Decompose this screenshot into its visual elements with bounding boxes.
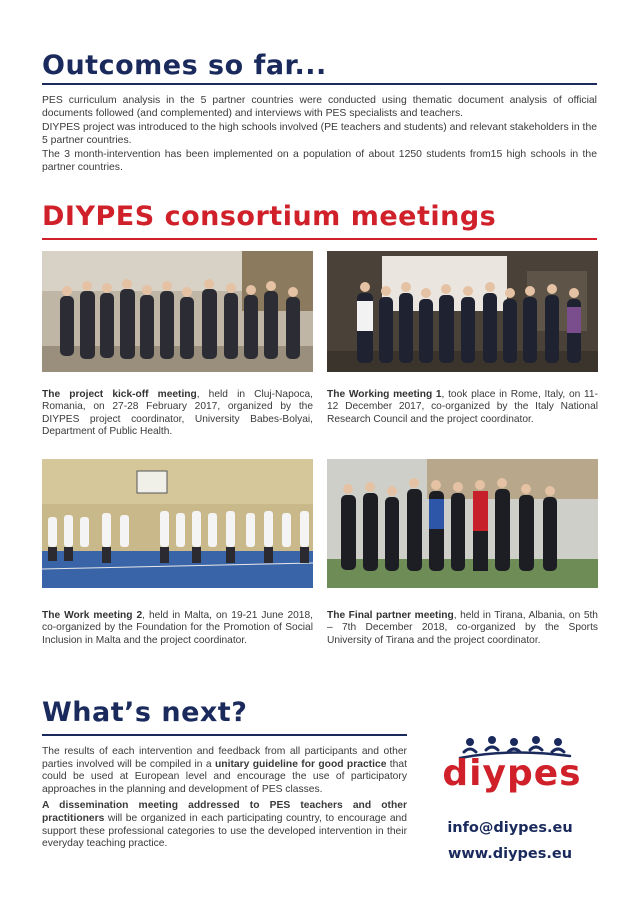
whats-next-rule [42,734,407,736]
kickoff-meeting-caption-text: , held in Cluj-Napoca, Romania, on 27-28 February 2017, organized by the DIYPES project coordinator, University Babes-Bolyai, Department of Public Health. [42,389,313,438]
working-meeting-1-caption-text: , took place in Rome, Italy, on 11-12 December 2017, co-organized by the Italy National Research Council and the project coordinator. [327,389,598,425]
kickoff-meeting-caption-bold: The project kick-off meeting [42,389,197,400]
meetings-rule [42,238,597,240]
contact-email[interactable]: info@diypes.eu [447,820,573,836]
whats-next-paragraph-2 [42,800,407,850]
kickoff-meeting-caption [42,389,313,439]
next-p1-pre: The results of each intervention and feedback from all participants and other parties involved will be compiled in a [42,746,407,770]
next-p2-bold: A dissemination meeting addressed to PES teachers and other practitioners [42,800,407,824]
next-p1-bold: unitary guideline for good practice [215,758,387,770]
outcomes-paragraph-2: DIYPES project was introduced to the high schools involved (PE teachers and students) and relevant stakeholders in the 5 partner countries. [42,122,597,146]
whats-next-text [42,746,407,853]
final-meeting-photo [327,459,598,588]
outcomes-rule [42,83,597,85]
whats-next-paragraph-1 [42,746,407,796]
final-meeting-caption-bold: The Final partner meeting [327,610,454,621]
working-meeting-1-caption-bold: The Working meeting 1 [327,389,442,400]
work-meeting-2-caption-bold: The Work meeting 2 [42,610,143,621]
work-meeting-2-caption [42,610,313,647]
work-meeting-2-caption-text: , held in Malta, on 19-21 June 2018, co-organized by the Foundation for the Promotion of Social Inclusion in Malta and the project coordinator. [42,610,313,646]
next-p1-post: that could be used at European level and encourage the use of participatory approaches in the planning and development of PES classes. [42,758,407,795]
work-meeting-2-photo [42,459,313,588]
working-meeting-1-caption [327,389,598,426]
kickoff-meeting-photo [42,251,313,372]
final-meeting-caption-text: , held in Tirana, Albania, on 5th – 7th December 2018, co-organized by the Sports University of Tirana and the project coordinator. [327,610,598,646]
diypes-logo-text: diypes [442,753,582,794]
meetings-title: DIYPES consortium meetings [42,201,497,232]
outcomes-paragraph-3: The 3 month-intervention has been implemented on a population of about 1250 students from15 high schools in the partner countries. [42,149,597,173]
next-p2-post: will be organized in each participating country, to encourage and support these professional categories to use the developed intervention in their everyday teaching practice. [42,812,407,850]
outcomes-paragraph-1: PES curriculum analysis in the 5 partner countries were conducted using thematic document analysis of official documents followed (and complemented) and interviews with PES specialists and teachers. [42,95,597,119]
final-meeting-caption [327,610,598,647]
contact-website[interactable]: www.diypes.eu [447,846,573,862]
outcomes-title: Outcomes so far... [42,50,327,81]
whats-next-title: What’s next? [42,697,248,728]
outcomes-text [42,95,597,177]
working-meeting-1-photo [327,251,598,372]
